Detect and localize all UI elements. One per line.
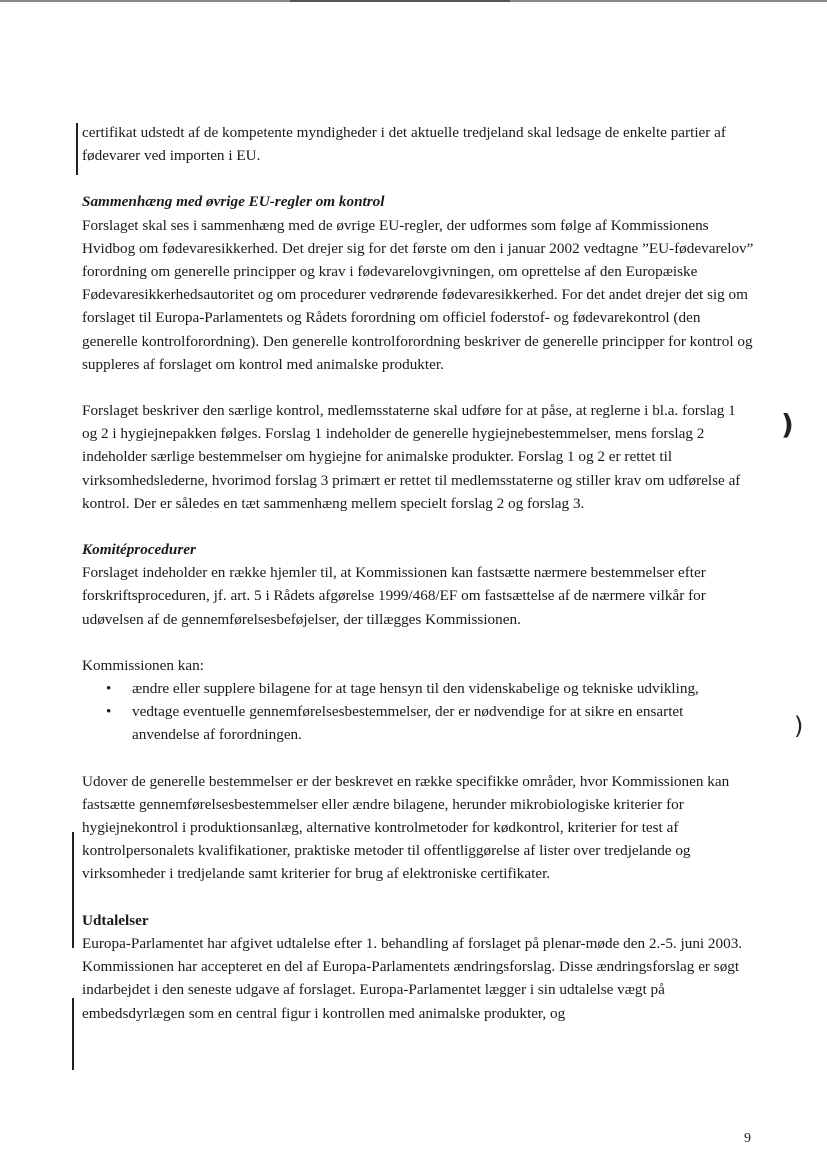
- bullet-icon: •: [106, 680, 112, 698]
- revision-bar: [72, 998, 74, 1070]
- paragraph: Forslaget indeholder en række hjemler til, at Kommissionen kan fastsætte nærmere bestemmelser efter forskriftsproceduren, jf. art. 5 i Rådets afgørelse 1999/468/EF om fastsættelse af de nærmere vilkår for udøvelsen af de gennemførelsesbeføjelser, der tillægges Kommissionen.: [82, 564, 706, 628]
- section-heading: Komitéprocedurer: [82, 541, 196, 559]
- intro-paragraph: [82, 121, 754, 167]
- list-item: [82, 677, 754, 700]
- paragraph: Forslaget skal ses i sammenhæng med de øvrige EU-regler, der udformes som følge af Kommissionens Hvidbog om fødevaresikkerhed. Det drejer sig for det første om den i januar 2002 vedtagne ”EU-fødevarelov” forordning om generelle principper og krav i fødevarelovgivningen, om oprettelse af den Europæiske Fødevaresikkerhedsautoritet og om procedurer vedrørende fødevaresikkerhed. For det andet drejer det sig om forslaget til Europa-Parlamentets og Rådets forordning om officiel foderstof- og fødevarekontrol (den generelle kontrolforordning). Den generelle kontrolforordning beskriver de generelle principper for kontrol og suppleres af forslaget om kontrol med animalske produkter.: [82, 216, 754, 373]
- bullet-icon: •: [106, 703, 112, 721]
- page-number: 9: [744, 1131, 751, 1146]
- revision-bar: [76, 123, 78, 175]
- paragraph: Europa-Parlamentet har afgivet udtalelse efter 1. behandling af forslaget på plenar-møde den 2.-5. juni 2003. Kommissionen har accepteret en del af Europa-Parlamentets ændringsforslag. Disse ændringsforslag er søgt indarbejdet i den seneste udgave af forslaget. Europa-Parlamentet lægger i sin udtalelse vægt på embedsdyrlægen som en central figur i kontrollen med animalske produkter, og: [82, 934, 743, 1022]
- section-heading: Sammenhæng med øvrige EU-regler om kontrol: [82, 193, 385, 211]
- bullet-list: [82, 677, 754, 747]
- document-page: [82, 121, 754, 1025]
- paragraph: Forslaget beskriver den særlige kontrol, medlemsstaterne skal udføre for at påse, at reglerne i bl.a. forslag 1 og 2 i hygiejnepakken følges. Forslag 1 indeholder de generelle hygiejnebestemmelser, mens forslag 2 indeholder særlige bestemmelser om hygiejne for animalske produkter. Forslag 1 og 2 er rettet til virksomhedslederne, hvorimod forslag 3 primært er rettet til medlemsstaterne og stiller krav om udførelse af kontrol. Der er således en tæt sammenhæng mellem specielt forslag 2 og forslag 3.: [82, 402, 741, 512]
- scan-top-edge-dark: [290, 0, 510, 2]
- punch-hole-mark: ): [781, 408, 794, 441]
- list-item-text: vedtage eventuelle gennemførelsesbestemmelser, der er nødvendige for at sikre en ensartet anvendelse af forordningen.: [132, 703, 684, 744]
- punch-hole-mark: ): [794, 712, 804, 740]
- intro-text: certifikat udstedt af de kompetente myndigheder i det aktuelle tredjeland skal ledsage de enkelte partier af fødevarer ved importen i EU.: [82, 124, 726, 165]
- paragraph: Udover de generelle bestemmelser er der beskrevet en række specifikke områder, hvor Kommissionen kan fastsætte gennemførelsesbestemmelser eller ændre bilagene, herunder mikrobiologiske kriterier for hygiejnekontrol i produktionsanlæg, alternative kontrolmetoder for kødkontrol, kriterier for test af kontrolpersonalets kvalifikationer, praktiske metoder til offentliggørelse af lister over tredjelande og virksomheder i tredjelande samt kriterier for brug af elektroniske certifikater.: [82, 772, 730, 883]
- section-heading: Udtalelser: [82, 911, 149, 929]
- list-item: [82, 700, 754, 746]
- list-intro: Kommissionen kan:: [82, 656, 204, 674]
- list-item-text: ændre eller supplere bilagene for at tage hensyn til den videnskabelige og tekniske udvikling,: [132, 680, 699, 698]
- revision-bar: [72, 832, 74, 948]
